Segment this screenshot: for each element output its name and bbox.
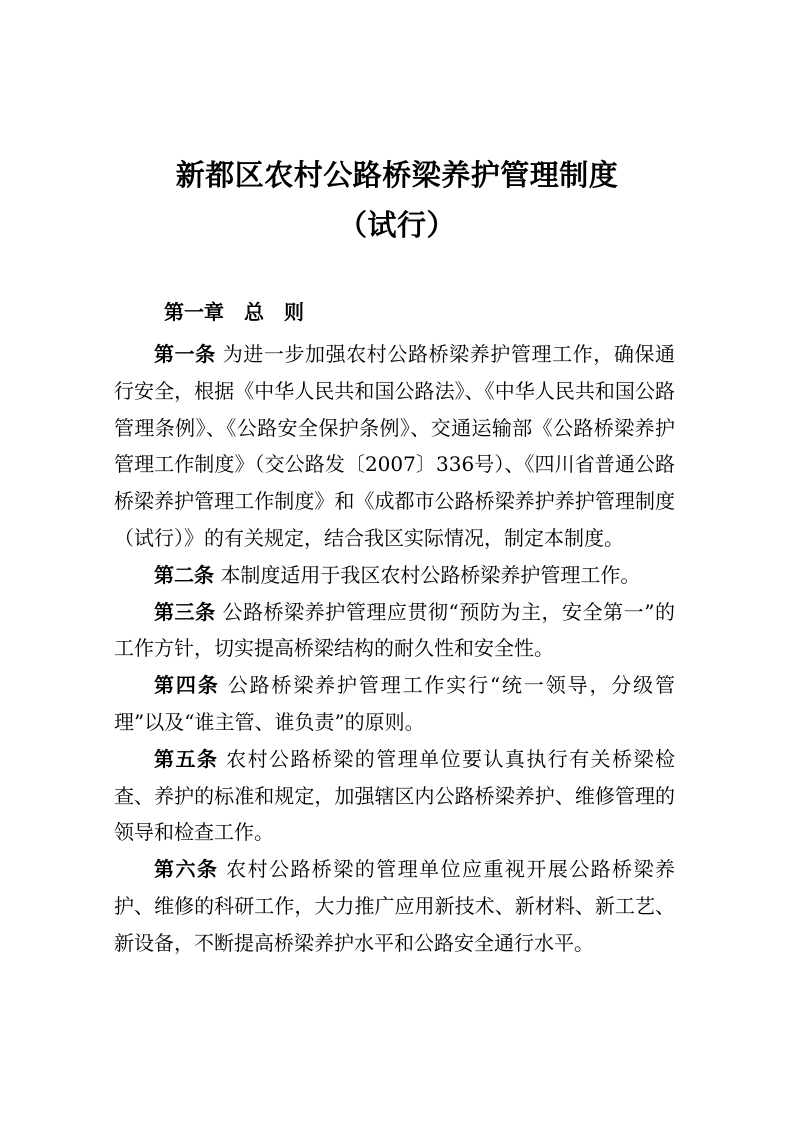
article-text: 为进一步加强农村公路桥梁养护管理工作，确保通行安全，根据《中华人民共和国公路法》、《中华人民共和国公路管理条例》、《公路安全保护条例》、交通运输部《公路桥梁养护管理工作制度》（交公路发〔2007〕336号）、《四川省普通公路桥梁养护管理工作制度》和《成都市公路桥梁养护养护管理制度（试行）》的有关规定，结合我区实际情况，制定本制度。 (114, 342, 676, 550)
article-text: 本制度适用于我区农村公路桥梁养护管理工作。 (214, 562, 641, 587)
article-list (114, 336, 675, 962)
article-label: 第一条 (154, 342, 216, 366)
article-label: 第六条 (154, 857, 219, 882)
document-title: 新都区农村公路桥梁养护管理制度 (175, 158, 619, 192)
article-6 (114, 851, 675, 961)
article-text: 公路桥梁养护管理应贯彻“预防为主，安全第一”的工作方针，切实提高桥梁结构的耐久性和安全性。 (114, 599, 675, 661)
chapter-heading: 第一章 总 则 (164, 300, 304, 324)
article-label: 第三条 (154, 599, 216, 624)
article-text: 农村公路桥梁的管理单位要认真执行有关桥梁检查、养护的标准和规定，加强辖区内公路桥梁养护、维修管理的领导和检查工作。 (114, 746, 676, 845)
article-label: 第四条 (154, 673, 220, 698)
article-1 (114, 336, 675, 557)
document-subtitle: （试行） (337, 208, 456, 242)
article-5 (114, 741, 675, 851)
article-label: 第二条 (154, 562, 214, 587)
article-label: 第五条 (154, 746, 219, 771)
article-text: 公路桥梁养护管理工作实行“统一领导，分级管理”以及“谁主管、谁负责”的原则。 (114, 673, 675, 734)
article-4 (114, 667, 675, 741)
article-text: 农村公路桥梁的管理单位应重视开展公路桥梁养护、维修的科研工作，大力推广应用新技术、新材料、新工艺、新设备，不断提高桥梁养护水平和公路安全通行水平。 (114, 857, 676, 955)
article-3 (114, 594, 675, 668)
article-2 (114, 557, 675, 594)
